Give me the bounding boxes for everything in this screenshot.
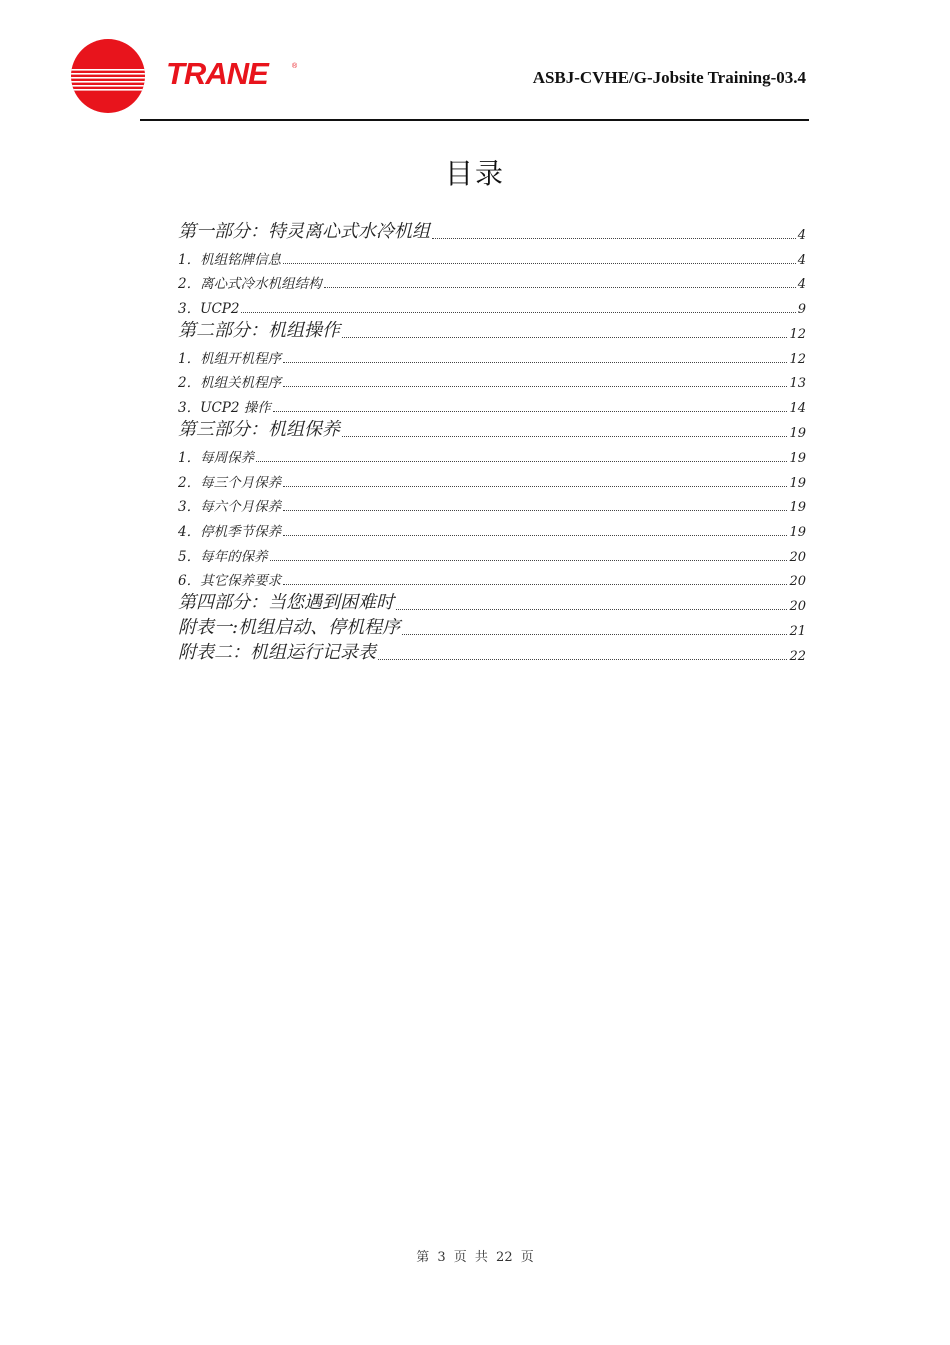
toc-subsection-entry[interactable] <box>178 270 806 295</box>
toc-entry-page: 12 <box>789 327 806 343</box>
toc-entry-title: 附表二：机组运行记录表 <box>178 642 376 664</box>
toc-entry-title: 2．离心式冷水机组结构 <box>178 276 322 293</box>
toc-dot-leader <box>283 362 787 363</box>
toc-dot-leader <box>241 312 795 313</box>
toc-entry-title: 4．停机季节保养 <box>178 523 282 540</box>
toc-dot-leader <box>342 436 787 437</box>
toc-section-entry[interactable] <box>178 220 806 245</box>
toc-entry-page: 20 <box>789 549 806 565</box>
toc-subsection-entry[interactable] <box>178 344 806 369</box>
toc-dot-leader <box>283 263 796 264</box>
toc-section-entry[interactable] <box>178 418 806 443</box>
toc-dot-leader <box>283 486 787 487</box>
toc-entry-page: 9 <box>797 302 806 318</box>
toc-entry-title: 2．机组关机程序 <box>178 375 282 392</box>
toc-dot-leader <box>273 411 788 412</box>
toc-entry-page: 4 <box>797 252 806 268</box>
toc-entry-title: 1．机组开机程序 <box>178 350 282 367</box>
toc-entry-title: 1．每周保养 <box>178 449 255 466</box>
toc-entry-page: 19 <box>789 450 806 466</box>
toc-entry-title: 3．UCP2 操作 <box>178 400 271 417</box>
toc-dot-leader <box>342 337 787 338</box>
toc-dot-leader <box>270 560 788 561</box>
table-of-contents <box>178 220 806 666</box>
trane-logo <box>70 38 310 118</box>
toc-entry-title: 3．每六个月保养 <box>178 499 282 516</box>
toc-entry-page: 22 <box>789 649 806 665</box>
toc-dot-leader <box>283 386 787 387</box>
toc-entry-page: 20 <box>789 599 806 615</box>
toc-entry-title: 5．每年的保养 <box>178 548 268 565</box>
toc-entry-page: 19 <box>789 500 806 516</box>
toc-subsection-entry[interactable] <box>178 443 806 468</box>
document-id: ASBJ-CVHE/G-Jobsite Training-03.4 <box>532 68 806 87</box>
logo-wordmark: TRANE <box>166 56 268 91</box>
toc-entry-title: 第一部分：特灵离心式水冷机组 <box>178 221 430 242</box>
toc-entry-page: 19 <box>789 524 806 540</box>
toc-entry-page: 21 <box>789 624 806 640</box>
toc-entry-title: 第四部分：当您遇到困难时 <box>178 592 394 614</box>
toc-dot-leader <box>283 510 787 511</box>
toc-subsection-entry[interactable] <box>178 245 806 270</box>
toc-subsection-entry[interactable] <box>178 493 806 518</box>
toc-entry-page: 4 <box>797 228 806 243</box>
toc-section-entry[interactable] <box>178 641 806 666</box>
header-rule <box>140 119 809 121</box>
toc-dot-leader <box>378 659 787 660</box>
toc-entry-title: 1．机组铭牌信息 <box>178 251 282 268</box>
toc-dot-leader <box>283 535 787 536</box>
toc-entry-title: 第二部分：机组操作 <box>178 320 340 342</box>
toc-entry-page: 4 <box>797 277 806 293</box>
toc-entry-page: 19 <box>789 426 806 442</box>
toc-entry-page: 19 <box>789 475 806 491</box>
toc-subsection-entry[interactable] <box>178 542 806 567</box>
toc-entry-title: 2．每三个月保养 <box>178 474 282 491</box>
toc-dot-leader <box>324 287 796 288</box>
toc-dot-leader <box>283 584 787 585</box>
page-footer: 第 3 页 共 22 页 <box>416 1250 534 1265</box>
toc-dot-leader <box>396 609 787 610</box>
toc-subsection-entry[interactable] <box>178 369 806 394</box>
toc-entry-title: 第三部分：机组保养 <box>178 419 340 441</box>
toc-entry-page: 13 <box>789 376 806 392</box>
toc-entry-page: 20 <box>789 574 806 590</box>
toc-subsection-entry[interactable] <box>178 517 806 542</box>
toc-entry-page: 14 <box>789 401 806 417</box>
svg-text:®: ® <box>292 63 298 70</box>
toc-subsection-entry[interactable] <box>178 468 806 493</box>
toc-entry-title: 附表一:机组启动、停机程序 <box>178 617 401 639</box>
toc-entry-page: 12 <box>789 351 806 367</box>
toc-entry-title: 6．其它保养要求 <box>178 573 282 590</box>
page-title: 目录 <box>444 157 505 190</box>
toc-dot-leader <box>432 238 796 239</box>
toc-dot-leader <box>256 461 787 462</box>
toc-dot-leader <box>402 634 787 635</box>
toc-entry-title: 3．UCP2 <box>178 301 240 318</box>
toc-section-entry[interactable] <box>178 319 806 344</box>
